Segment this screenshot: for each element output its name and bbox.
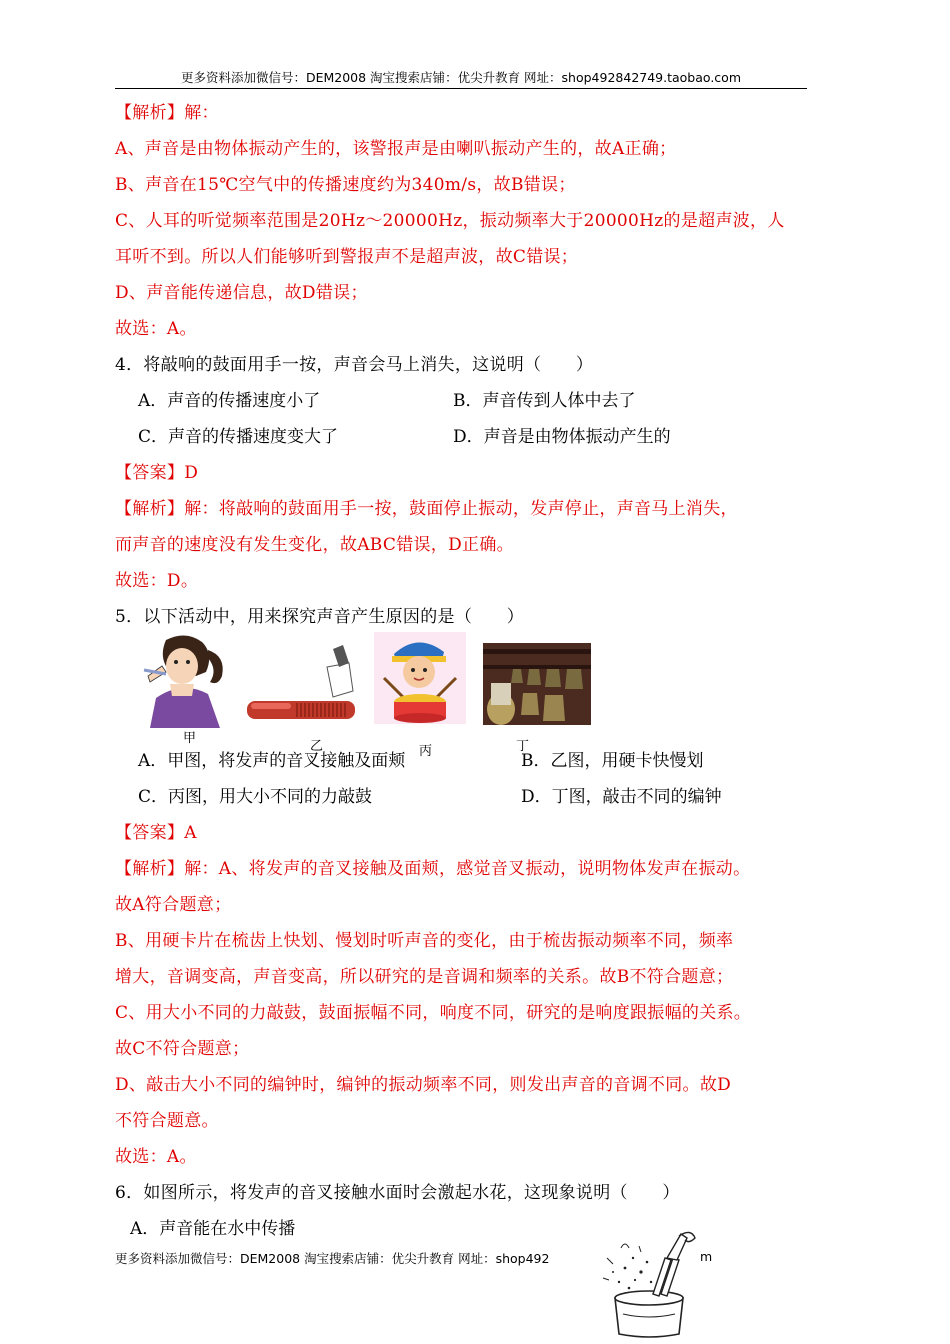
q5-analysis-line: 【解析】解：A、将发声的音叉接触及面颊，感觉音叉振动，说明物体发声在振动。: [115, 859, 751, 879]
page-footer-tail: m: [700, 1249, 713, 1264]
figure-tuning-fork-water: [595, 1228, 705, 1340]
q5-option-c: C．丙图，用大小不同的力敲鼓: [138, 787, 373, 807]
page-header: 更多资料添加微信号：DEM2008 淘宝搜索店铺：优尖升教育 网址：shop492842749.taobao.com: [115, 68, 807, 89]
q4-option-c: C．声音的传播速度变大了: [138, 427, 339, 447]
q5-stem: 5．以下活动中，用来探究声音产生原因的是（ ）: [115, 607, 525, 627]
q3-analysis-line: D、声音能传递信息，故D错误；: [115, 283, 368, 303]
q3-analysis-label: 【解析】解：: [115, 103, 219, 123]
q5-analysis-line: 故C不符合题意；: [115, 1039, 250, 1059]
q3-analysis-line: B、声音在15℃空气中的传播速度约为340m/s，故B错误；: [115, 175, 576, 195]
q4-stem: 4．将敲响的鼓面用手一按，声音会马上消失，这说明（ ）: [115, 355, 594, 375]
q5-answer: 【答案】A: [115, 823, 197, 843]
q5-option-d: D．丁图，敲击不同的编钟: [521, 787, 722, 807]
q4-option-b: B．声音传到人体中去了: [453, 391, 636, 411]
q3-choice: 故选：A。: [115, 319, 197, 339]
q5-option-a: A．甲图，将发声的音叉接触及面颊: [138, 751, 406, 771]
figure-ding-label: 丁: [516, 739, 530, 754]
figure-bing-label: 丙: [419, 744, 433, 759]
q5-analysis-line: 增大，音调变高，声音变高，所以研究的是音调和频率的关系。故B不符合题意；: [115, 967, 734, 987]
q3-analysis-line: C、人耳的听觉频率范围是20Hz～20000Hz，振动频率大于20000Hz的是超声波，人: [115, 211, 785, 231]
figure-ding-bells: [483, 643, 591, 725]
figure-yi-label: 乙: [310, 739, 324, 754]
q4-choice: 故选：D。: [115, 571, 199, 591]
q5-choice: 故选：A。: [115, 1147, 197, 1167]
q3-analysis-line: A、声音是由物体振动产生的，该警报声是由喇叭振动产生的，故A正确；: [115, 139, 677, 159]
q6-stem: 6．如图所示，将发声的音叉接触水面时会激起水花，这现象说明（ ）: [115, 1183, 680, 1203]
figure-yi-comb: [245, 645, 357, 727]
q5-analysis-line: 故A符合题意；: [115, 895, 232, 915]
q5-analysis-line: B、用硬卡片在梳齿上快划、慢划时听声音的变化，由于梳齿振动频率不同，频率: [115, 931, 734, 951]
figure-jia-label: 甲: [183, 731, 197, 746]
page-footer: 更多资料添加微信号：DEM2008 淘宝搜索店铺：优尖升教育 网址：shop492: [115, 1251, 550, 1266]
figure-jia-girl: [136, 632, 228, 728]
q5-analysis-line: D、敲击大小不同的编钟时，编钟的振动频率不同，则发出声音的音调不同。故D: [115, 1075, 732, 1095]
q3-analysis-line: 耳听不到。所以人们能够听到警报声不是超声波，故C错误；: [115, 247, 579, 267]
q4-option-a: A．声音的传播速度小了: [138, 391, 321, 411]
q4-analysis-line: 【解析】解：将敲响的鼓面用手一按，鼓面停止振动，发声停止，声音马上消失，: [115, 499, 738, 519]
q4-option-d: D．声音是由物体振动产生的: [453, 427, 671, 447]
q5-analysis-line: C、用大小不同的力敲鼓，鼓面振幅不同，响度不同，研究的是响度跟振幅的关系。: [115, 1003, 752, 1023]
q4-analysis-line: 而声音的速度没有发生变化，故ABC错误，D正确。: [115, 535, 514, 555]
q5-analysis-line: 不符合题意。: [115, 1111, 219, 1131]
q6-option-a: A．声音能在水中传播: [130, 1219, 296, 1239]
figure-bing-drum: [374, 632, 466, 724]
q4-answer: 【答案】D: [115, 463, 199, 483]
q5-option-b: B．乙图，用硬卡快慢划: [521, 751, 704, 771]
